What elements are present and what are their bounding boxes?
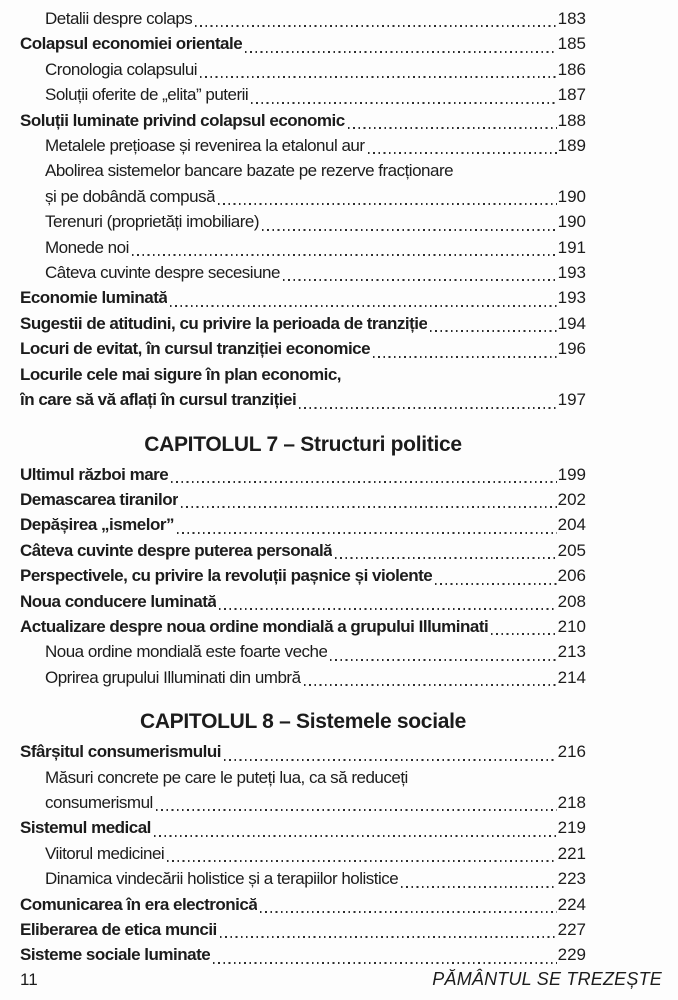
toc-entry-title: Sistemul medical bbox=[20, 818, 151, 838]
toc-entry bbox=[20, 563, 586, 588]
toc-entry-title: Noua conducere luminată bbox=[20, 591, 217, 611]
dot-leader bbox=[330, 659, 556, 661]
toc-entry-page: 223 bbox=[557, 869, 586, 889]
toc-entry-title: Câteva cuvinte despre puterea personală bbox=[20, 540, 333, 560]
toc-entry-page: 221 bbox=[557, 843, 586, 863]
toc-entry bbox=[20, 942, 586, 967]
toc-entry bbox=[20, 538, 586, 563]
toc-entry-title: Viitorul medicinei bbox=[45, 843, 165, 863]
toc-entry-page: 210 bbox=[557, 616, 586, 636]
toc-entry-title: Abolirea sistemelor bancare bazate pe rezerve fracționare bbox=[45, 161, 454, 181]
toc-entry-page: 183 bbox=[557, 9, 586, 28]
toc-entry-page: 219 bbox=[557, 818, 586, 838]
toc-entry bbox=[20, 260, 586, 285]
toc-entry-page: 199 bbox=[557, 464, 586, 484]
toc-entry-page: 193 bbox=[557, 263, 586, 283]
page-footer bbox=[20, 969, 662, 990]
toc-entry-title: Demascarea tiranilor bbox=[20, 489, 179, 509]
toc-entry-title: Soluții oferite de „elita” puterii bbox=[45, 85, 249, 105]
toc-entry-title: în care să vă aflați în cursul tranziției bbox=[20, 390, 297, 410]
toc-entry bbox=[20, 387, 586, 412]
toc-entry bbox=[20, 639, 586, 664]
toc-entry bbox=[20, 108, 586, 133]
toc-entry-title: Comunicarea în era electronică bbox=[20, 894, 258, 914]
toc-entry bbox=[20, 462, 586, 487]
chapter-heading: CAPITOLUL 7 – Structuri politice bbox=[144, 432, 462, 456]
toc-entry bbox=[20, 665, 586, 690]
dot-leader bbox=[156, 809, 557, 811]
dot-leader bbox=[368, 152, 557, 154]
toc-entry-page: 206 bbox=[557, 566, 586, 586]
toc-entry-page: 197 bbox=[557, 390, 586, 410]
toc-entry-page: 194 bbox=[557, 313, 586, 333]
dot-leader bbox=[251, 102, 556, 104]
toc-entry-page: 190 bbox=[557, 212, 586, 232]
toc-entry-title: Actualizare despre noua ordine mondială a grupului Illuminati bbox=[20, 616, 489, 636]
toc-entry-title: Metalele prețioase și revenirea la etalonul aur bbox=[45, 136, 365, 156]
toc-entry bbox=[20, 158, 586, 183]
toc-entry bbox=[20, 133, 586, 158]
dot-leader bbox=[348, 127, 557, 129]
toc-entry-title: Locuri de evitat, în cursul tranziției economice bbox=[20, 339, 371, 359]
toc-entry bbox=[20, 31, 586, 56]
toc-entry-title: Sugestii de atitudini, cu privire la perioada de tranziție bbox=[20, 313, 428, 333]
toc-entry-title: Soluții luminate privind colapsul economic bbox=[20, 110, 345, 130]
folio-page-number: 11 bbox=[20, 970, 38, 989]
dot-leader bbox=[373, 356, 557, 358]
toc-entry-page: 224 bbox=[557, 894, 586, 914]
toc-entry-page: 191 bbox=[557, 237, 586, 257]
toc-entry bbox=[20, 82, 586, 107]
dot-leader bbox=[167, 860, 556, 862]
dot-leader bbox=[195, 25, 556, 27]
toc-entry bbox=[20, 841, 586, 866]
dot-leader bbox=[262, 229, 557, 231]
dot-leader bbox=[213, 962, 556, 964]
toc-entry-title: Detalii despre colaps bbox=[45, 9, 193, 28]
toc-entry-title: Dinamica vindecării holistice și a terapiilor holistice bbox=[45, 869, 399, 889]
toc-entry-title: Oprirea grupului Illuminati din umbră bbox=[45, 667, 301, 687]
toc-entry bbox=[20, 589, 586, 614]
toc-entry bbox=[20, 866, 586, 891]
toc-entry-page: 187 bbox=[557, 85, 586, 105]
dot-leader bbox=[283, 279, 557, 281]
dot-leader bbox=[220, 936, 557, 938]
toc-entry-title: Perspectivele, cu privire la revoluții pașnice și violente bbox=[20, 566, 433, 586]
dot-leader bbox=[219, 608, 556, 610]
toc-entry bbox=[20, 184, 586, 209]
toc-entry bbox=[20, 512, 586, 537]
dot-leader bbox=[181, 506, 556, 508]
toc-entry bbox=[20, 487, 586, 512]
dot-leader bbox=[200, 76, 557, 78]
dot-leader bbox=[299, 407, 556, 409]
toc-entry bbox=[20, 739, 586, 764]
dot-leader bbox=[132, 254, 557, 256]
toc-entry-page: 189 bbox=[557, 136, 586, 156]
dot-leader bbox=[335, 557, 556, 559]
toc-entry-title: și pe dobândă compusă bbox=[45, 186, 216, 206]
toc-entry-title: Colapsul economiei orientale bbox=[20, 34, 243, 54]
toc-entry-page: 229 bbox=[557, 945, 586, 965]
toc-entry bbox=[20, 892, 586, 917]
dot-leader bbox=[154, 835, 557, 837]
dot-leader bbox=[171, 481, 556, 483]
toc-entry-title: Câteva cuvinte despre secesiune bbox=[45, 263, 280, 283]
toc-entry bbox=[20, 765, 586, 790]
toc-entry-page: 202 bbox=[557, 489, 586, 509]
toc-entry-page: 186 bbox=[557, 59, 586, 79]
toc-entry-title: Măsuri concrete pe care le puteți lua, ca să reduceți bbox=[45, 767, 408, 787]
dot-leader bbox=[245, 51, 556, 53]
toc-entry bbox=[20, 815, 586, 840]
toc-entry bbox=[20, 209, 586, 234]
toc-entry bbox=[20, 57, 586, 82]
toc-entry-page: 213 bbox=[557, 642, 586, 662]
toc-entry-page: 227 bbox=[557, 920, 586, 939]
toc-entry-page: 218 bbox=[557, 792, 586, 812]
dot-leader bbox=[491, 633, 556, 635]
toc-entry-page: 185 bbox=[557, 34, 586, 54]
toc-entry bbox=[20, 285, 586, 310]
toc-entry bbox=[20, 235, 586, 260]
toc-entry bbox=[20, 6, 586, 31]
toc-entry-page: 188 bbox=[557, 110, 586, 130]
toc-entry bbox=[20, 362, 586, 387]
table-of-contents bbox=[20, 6, 586, 968]
toc-entry-page: 208 bbox=[557, 591, 586, 611]
toc-entry-title: Terenuri (proprietăți imobiliare) bbox=[45, 212, 260, 232]
toc-entry bbox=[20, 336, 586, 361]
dot-leader bbox=[177, 532, 557, 534]
toc-entry-page: 196 bbox=[557, 339, 586, 359]
toc-entry bbox=[20, 790, 586, 815]
toc-entry-page: 205 bbox=[557, 540, 586, 560]
toc-entry-page: 190 bbox=[557, 186, 586, 206]
chapter-heading: CAPITOLUL 8 – Sistemele sociale bbox=[139, 710, 467, 734]
toc-entry-title: Depășirea „ismelor” bbox=[20, 515, 174, 535]
toc-entry-title: Eliberarea de etica muncii bbox=[20, 920, 217, 939]
toc-entry-title: consumerismul bbox=[45, 792, 153, 812]
toc-entry-page: 216 bbox=[557, 742, 586, 762]
toc-entry-page: 193 bbox=[557, 288, 586, 308]
toc-entry-title: Sisteme sociale luminate bbox=[20, 945, 211, 965]
toc-entry-title: Cronologia colapsului bbox=[45, 59, 198, 79]
toc-entry bbox=[20, 311, 586, 336]
toc-entry-title: Ultimul război mare bbox=[20, 464, 169, 484]
toc-entry-page: 214 bbox=[557, 667, 586, 687]
toc-entry-title: Noua ordine mondială este foarte veche bbox=[45, 642, 328, 662]
toc-entry-title: Economie luminată bbox=[20, 288, 168, 308]
toc-entry-title: Locurile cele mai sigure în plan economic, bbox=[20, 364, 341, 384]
toc-entry bbox=[20, 917, 586, 942]
toc-entry bbox=[20, 614, 586, 639]
dot-leader bbox=[170, 305, 556, 307]
toc-entry-page: 204 bbox=[557, 515, 586, 535]
toc-entry-title: Monede noi bbox=[45, 237, 129, 257]
dot-leader bbox=[260, 911, 556, 913]
dot-leader bbox=[218, 203, 557, 205]
running-title: PĂMÂNTUL SE TREZEȘTE bbox=[432, 969, 662, 989]
dot-leader bbox=[430, 330, 556, 332]
dot-leader bbox=[435, 583, 556, 585]
dot-leader bbox=[304, 684, 557, 686]
dot-leader bbox=[224, 759, 557, 761]
dot-leader bbox=[401, 886, 556, 888]
toc-entry-title: Sfârșitul consumerismului bbox=[20, 742, 221, 762]
